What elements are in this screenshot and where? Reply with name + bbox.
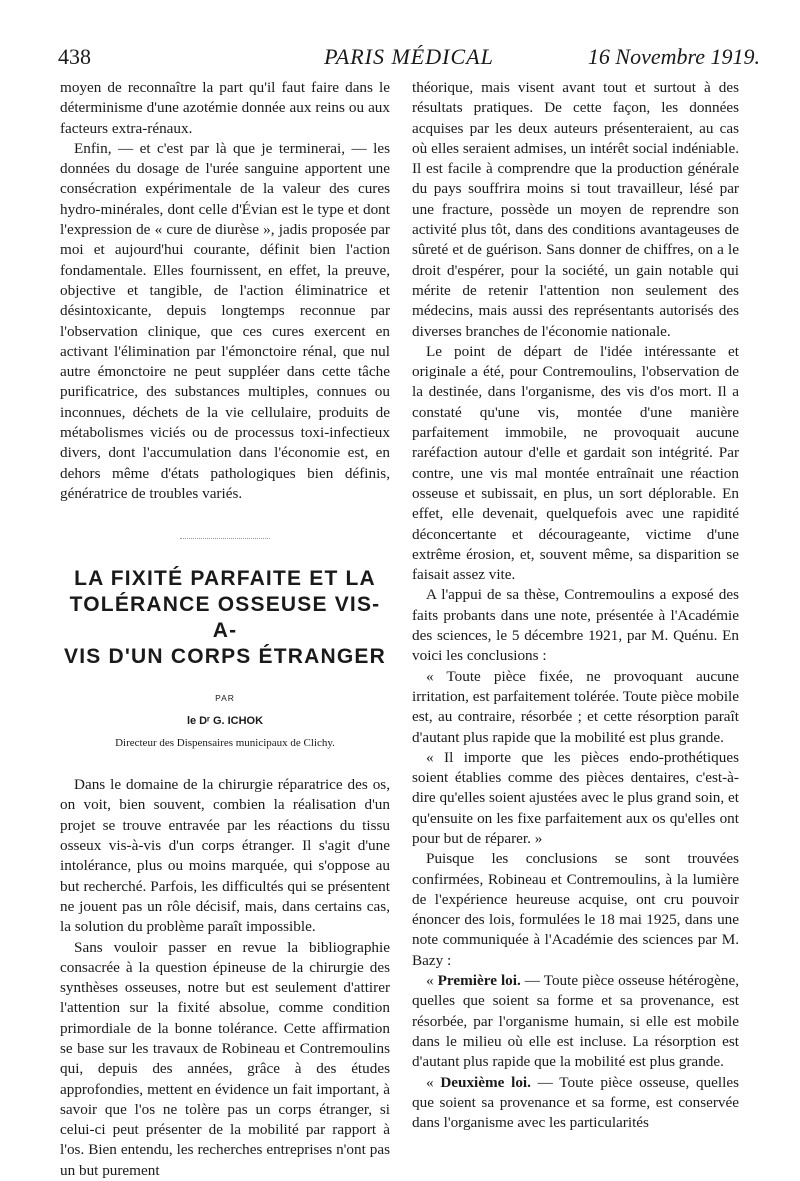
byline-author: le Dʳ G. ICHOK (60, 711, 390, 731)
law-text: — Toute pièce osseuse, quelles que soient sa provenance et sa forme, est conservée dans l'organisme avec les particularités (412, 1074, 739, 1132)
journal-title: PARIS MÉDICAL (58, 44, 760, 70)
byline-par: PAR (60, 688, 390, 708)
quote-paragraph: « Toute pièce fixée, ne provoquant aucune irritation, est parfaitement tolérée. Toute pièce mobile est, au contraire, résorbée ; et cette résorption paraît d'autant plus rapide que la mobilité est plus grande. (412, 667, 739, 748)
paragraph: Le point de départ de l'idée intéressante et originale a été, pour Contremoulins, l'observation de la destinée, dans l'organisme, des vis d'os mort. Il a constaté qu'une vis, montée d'une manière parfaitement immobile, ne provoquait aucune raréfaction autour d'elle et gardait son intégrité. Par contre, une vis mal montée entraînait une réaction osseuse et subissait, en plus, un sort déplorable. En effet, elle devenait, quelquefois avec une rapidité déconcertante et décourageante, victime d'une extrême érosion, et, souvent même, sa disparition se faisait assez vite. (412, 342, 739, 586)
paragraph: Dans le domaine de la chirurgie réparatrice des os, on voit, bien souvent, combien la réalisation d'un projet se trouve entravée par les réactions du tissu osseux vis-à-vis d'un corps étranger. Il s'agit d'une intolérance, plus ou moins marquée, qui s'oppose au but recherché. Parfois, les difficultés qui se présentent ne jouent pas un rôle décisif, mais, dans certains cas, la solution du problème paraît impossible. (60, 775, 390, 937)
law-title: Première loi. (438, 972, 521, 989)
paragraph: Puisque les conclusions se sont trouvées confirmées, Robineau et Contremoulins, à la lumière de l'expérience heureuse acquise, ont cru pouvoir énoncer des lois, formulées le 18 mai 1925, dans une note communiquée à l'Académie des sciences par M. Bazy : (412, 849, 739, 971)
quote-paragraph: « Il importe que les pièces endo-prothétiques soient établies comme des pièces dentaires, c'est-à-dire qu'elles soient ajustées avec le plus grand soin, et qu'ensuite on les fixe parfaitement aux os qu'elles ont pour but de réparer. » (412, 748, 739, 849)
article-title-line: TOLÉRANCE OSSEUSE VIS-A- (60, 592, 390, 644)
law-quote-mark: « (426, 972, 438, 989)
law-paragraph (412, 971, 739, 1072)
byline-affiliation: Directeur des Dispensaires municipaux de Clichy. (60, 733, 390, 753)
law-quote-mark: « (426, 1074, 440, 1091)
paragraph: moyen de reconnaître la part qu'il faut faire dans le déterminisme d'une azotémie donnée aux reins ou aux facteurs extra-rénaux. (60, 78, 390, 139)
article-body (60, 775, 390, 1181)
section-divider (180, 538, 270, 540)
page-header (58, 38, 760, 78)
page-number: 438 (58, 44, 91, 70)
law-paragraph (412, 1073, 739, 1134)
article-title-line: LA FIXITÉ PARFAITE ET LA (60, 566, 390, 592)
law-text: — Toute pièce osseuse hétérogène, quelles que soient sa forme et sa provenance, est résorbée, par l'organisme humain, si elle est mobile dans le milieu où elle est incluse. La résorption est d'autant plus rapide que la mobilité est plus grande. (412, 972, 739, 1070)
paragraph: Sans vouloir passer en revue la bibliographie consacrée à la question épineuse de la chirurgie des synthèses osseuses, notre but est seulement d'attirer l'attention sur la fixité absolue, comme condition primordiale de la bonne tolérance. Cette affirmation se base sur les travaux de Robineau et Contremoulins qui, depuis des années, grâce à des études approfondies, mettent en évidence un fait important, à savoir que l'os ne tolère pas un corps étranger, si celui-ci peut présenter de la mobilité par rapport à l'os. Bien entendu, les recherches entreprises n'ont pas un but purement (60, 938, 390, 1181)
paragraph: théorique, mais visent avant tout et surtout à des résultats pratiques. De cette façon, les données acquises par les deux auteurs présenteraient, au cas où elles seraient admises, un intérêt social indéniable. Il est facile à comprendre que la production générale du pays souffrira moins si tout travailleur, lésé par une fracture, possède un moyen de reprendre son activité plus tôt, dans des conditions avantageuses de sûreté et de guérison. Sans donner de chiffres, on a le droit d'espérer, pour la société, un gain notable qui mérite de retenir l'attention non seulement des médecins, mais aussi des représentants autorisés des diverses branches de l'économie nationale. (412, 78, 739, 342)
left-column (60, 78, 390, 1181)
right-column (412, 78, 739, 1133)
paragraph: Enfin, — et c'est par là que je terminerai, — les données du dosage de l'urée sanguine apportent une consécration expérimentale de la valeur des cures hydro-minérales, dont celle d'Évian est le type et dont l'expression de « cure de diurèse », jadis proposée par moi et aujourd'hui courante, définit bien l'action fondamentale. Elles fournissent, en effet, la preuve, objective et tangible, de l'action éliminatrice et désintoxicante, depuis longtemps reconnue par l'observation clinique, que ces cures exercent en activant l'élimination par l'émonctoire rénal, que nul autre émonctoire ne peut suppléer dans cette tâche purificatrice, des substances multiples, connues ou inconnues, déchets de la vie cellulaire, produits de métabolismes viciés ou de processus toxi-infectieux divers, dont l'accumulation dans l'économie est, en dehors même d'états pathologiques bien définis, génératrice de troubles variés. (60, 139, 390, 504)
article-title-line: VIS D'UN CORPS ÉTRANGER (60, 644, 390, 670)
law-title: Deuxième loi. (440, 1074, 531, 1091)
article-title (60, 566, 390, 670)
paragraph: A l'appui de sa thèse, Contremoulins a exposé des faits probants dans une note, présentée à l'Académie des sciences, le 5 décembre 1921, par M. Quénu. En voici les conclusions : (412, 585, 739, 666)
issue-date: 16 Novembre 1919. (588, 44, 760, 70)
